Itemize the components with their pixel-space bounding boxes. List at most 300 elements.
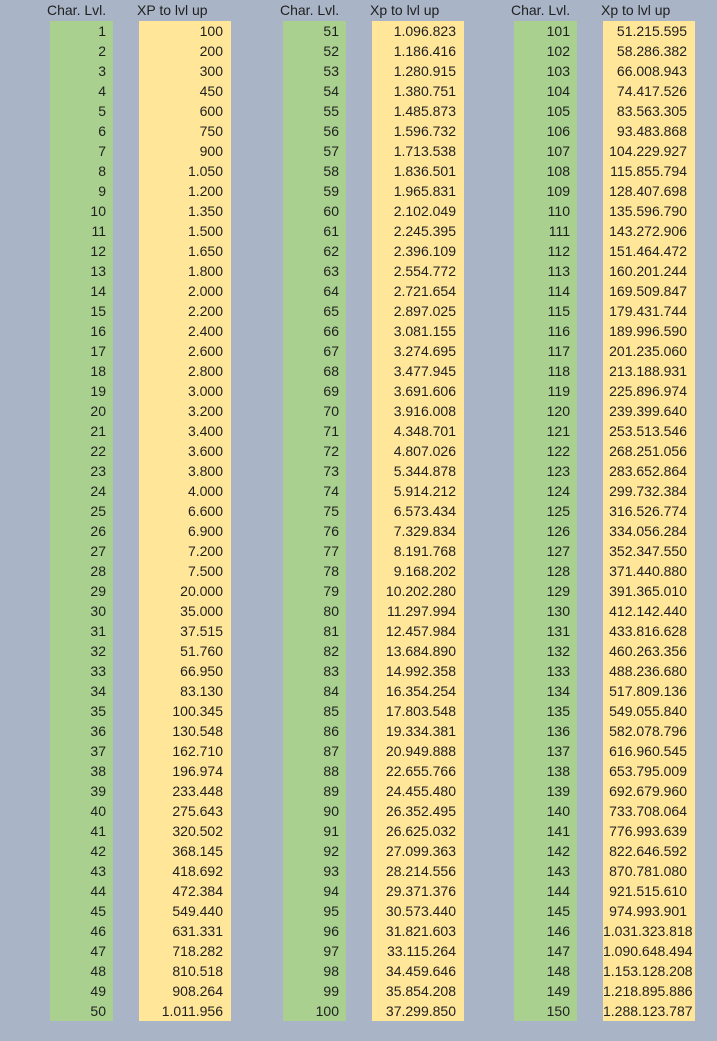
xp-to-level-up-cell[interactable]: 37.299.850 [372, 1001, 464, 1021]
char-level-cell[interactable]: 137 [514, 741, 577, 761]
char-level-cell[interactable]: 109 [514, 181, 577, 201]
char-level-cell[interactable]: 23 [50, 461, 113, 481]
xp-to-level-up-cell[interactable]: 1.011.956 [139, 1001, 231, 1021]
xp-to-level-up-cell[interactable]: 549.055.840 [603, 701, 695, 721]
xp-to-level-up-cell[interactable]: 750 [139, 121, 231, 141]
xp-to-level-up-cell[interactable]: 1.800 [139, 261, 231, 281]
xp-to-level-up-cell[interactable]: 28.214.556 [372, 861, 464, 881]
char-level-cell[interactable]: 144 [514, 881, 577, 901]
xp-to-level-up-cell[interactable]: 418.692 [139, 861, 231, 881]
char-level-cell[interactable]: 21 [50, 421, 113, 441]
char-level-cell[interactable]: 112 [514, 241, 577, 261]
char-level-cell[interactable]: 149 [514, 981, 577, 1001]
xp-to-level-up-cell[interactable]: 1.485.873 [372, 101, 464, 121]
xp-to-level-up-cell[interactable]: 1.965.831 [372, 181, 464, 201]
char-level-cell[interactable]: 81 [283, 621, 346, 641]
xp-to-level-up-cell[interactable]: 3.000 [139, 381, 231, 401]
char-level-cell[interactable]: 11 [50, 221, 113, 241]
char-level-cell[interactable]: 53 [283, 61, 346, 81]
char-level-cell[interactable]: 34 [50, 681, 113, 701]
xp-to-level-up-cell[interactable]: 631.331 [139, 921, 231, 941]
xp-to-level-up-cell[interactable]: 22.655.766 [372, 761, 464, 781]
char-level-cell[interactable]: 35 [50, 701, 113, 721]
char-level-cell[interactable]: 92 [283, 841, 346, 861]
char-level-cell[interactable]: 136 [514, 721, 577, 741]
xp-to-level-up-cell[interactable]: 83.130 [139, 681, 231, 701]
xp-to-level-up-cell[interactable]: 26.352.495 [372, 801, 464, 821]
char-level-cell[interactable]: 10 [50, 201, 113, 221]
char-level-cell[interactable]: 117 [514, 341, 577, 361]
xp-to-level-up-cell[interactable]: 4.807.026 [372, 441, 464, 461]
xp-to-level-up-cell[interactable]: 4.000 [139, 481, 231, 501]
xp-to-level-up-cell[interactable]: 718.282 [139, 941, 231, 961]
xp-to-level-up-cell[interactable]: 200 [139, 41, 231, 61]
xp-to-level-up-cell[interactable]: 100 [139, 21, 231, 41]
xp-to-level-up-cell[interactable]: 822.646.592 [603, 841, 695, 861]
char-level-cell[interactable]: 76 [283, 521, 346, 541]
char-level-cell[interactable]: 113 [514, 261, 577, 281]
xp-to-level-up-cell[interactable]: 2.600 [139, 341, 231, 361]
char-level-cell[interactable]: 54 [283, 81, 346, 101]
xp-to-level-up-cell[interactable]: 352.347.550 [603, 541, 695, 561]
xp-to-level-up-cell[interactable]: 1.090.648.494 [603, 941, 695, 961]
xp-to-level-up-cell[interactable]: 2.000 [139, 281, 231, 301]
xp-to-level-up-cell[interactable]: 29.371.376 [372, 881, 464, 901]
char-level-cell[interactable]: 14 [50, 281, 113, 301]
xp-to-level-up-cell[interactable]: 488.236.680 [603, 661, 695, 681]
char-level-cell[interactable]: 85 [283, 701, 346, 721]
xp-to-level-up-cell[interactable]: 1.596.732 [372, 121, 464, 141]
xp-to-level-up-cell[interactable]: 616.960.545 [603, 741, 695, 761]
char-level-cell[interactable]: 20 [50, 401, 113, 421]
xp-to-level-up-cell[interactable]: 810.518 [139, 961, 231, 981]
xp-to-level-up-cell[interactable]: 1.280.915 [372, 61, 464, 81]
char-level-cell[interactable]: 107 [514, 141, 577, 161]
xp-to-level-up-cell[interactable]: 10.202.280 [372, 581, 464, 601]
xp-to-level-up-cell[interactable]: 12.457.984 [372, 621, 464, 641]
xp-to-level-up-cell[interactable]: 104.229.927 [603, 141, 695, 161]
xp-to-level-up-cell[interactable]: 391.365.010 [603, 581, 695, 601]
xp-to-level-up-cell[interactable]: 460.263.356 [603, 641, 695, 661]
xp-to-level-up-cell[interactable]: 2.200 [139, 301, 231, 321]
char-level-cell[interactable]: 110 [514, 201, 577, 221]
xp-to-level-up-cell[interactable]: 3.200 [139, 401, 231, 421]
char-level-cell[interactable]: 91 [283, 821, 346, 841]
char-level-cell[interactable]: 103 [514, 61, 577, 81]
xp-to-level-up-cell[interactable]: 1.096.823 [372, 21, 464, 41]
xp-to-level-up-cell[interactable]: 7.500 [139, 561, 231, 581]
xp-to-level-up-cell[interactable]: 653.795.009 [603, 761, 695, 781]
xp-to-level-up-cell[interactable]: 30.573.440 [372, 901, 464, 921]
char-level-cell[interactable]: 96 [283, 921, 346, 941]
char-level-cell[interactable]: 40 [50, 801, 113, 821]
column-header-xp-to-lvl-up[interactable]: Xp to lvl up [370, 2, 440, 18]
xp-to-level-up-cell[interactable]: 3.477.945 [372, 361, 464, 381]
xp-to-level-up-cell[interactable]: 233.448 [139, 781, 231, 801]
xp-to-level-up-cell[interactable]: 1.153.128.208 [603, 961, 695, 981]
xp-to-level-up-cell[interactable]: 3.400 [139, 421, 231, 441]
char-level-cell[interactable]: 50 [50, 1001, 113, 1021]
xp-to-level-up-cell[interactable]: 334.056.284 [603, 521, 695, 541]
char-level-cell[interactable]: 82 [283, 641, 346, 661]
char-level-cell[interactable]: 140 [514, 801, 577, 821]
char-level-cell[interactable]: 47 [50, 941, 113, 961]
char-level-cell[interactable]: 146 [514, 921, 577, 941]
char-level-cell[interactable]: 6 [50, 121, 113, 141]
char-level-cell[interactable]: 9 [50, 181, 113, 201]
xp-to-level-up-cell[interactable]: 35.000 [139, 601, 231, 621]
char-level-cell[interactable]: 87 [283, 741, 346, 761]
xp-to-level-up-cell[interactable]: 1.200 [139, 181, 231, 201]
char-level-cell[interactable]: 42 [50, 841, 113, 861]
xp-to-level-up-cell[interactable]: 33.115.264 [372, 941, 464, 961]
xp-to-level-up-cell[interactable]: 100.345 [139, 701, 231, 721]
xp-to-level-up-cell[interactable]: 1.186.416 [372, 41, 464, 61]
xp-to-level-up-cell[interactable]: 31.821.603 [372, 921, 464, 941]
char-level-cell[interactable]: 44 [50, 881, 113, 901]
char-level-cell[interactable]: 132 [514, 641, 577, 661]
char-level-cell[interactable]: 49 [50, 981, 113, 1001]
xp-to-level-up-cell[interactable]: 13.684.890 [372, 641, 464, 661]
char-level-cell[interactable]: 26 [50, 521, 113, 541]
char-level-cell[interactable]: 108 [514, 161, 577, 181]
xp-to-level-up-cell[interactable]: 51.215.595 [603, 21, 695, 41]
char-level-cell[interactable]: 100 [283, 1001, 346, 1021]
char-level-cell[interactable]: 128 [514, 561, 577, 581]
char-level-cell[interactable]: 22 [50, 441, 113, 461]
xp-to-level-up-cell[interactable]: 7.200 [139, 541, 231, 561]
char-level-cell[interactable]: 142 [514, 841, 577, 861]
char-level-cell[interactable]: 2 [50, 41, 113, 61]
xp-to-level-up-cell[interactable]: 14.992.358 [372, 661, 464, 681]
xp-to-level-up-cell[interactable]: 225.896.974 [603, 381, 695, 401]
xp-to-level-up-cell[interactable]: 6.573.434 [372, 501, 464, 521]
char-level-cell[interactable]: 61 [283, 221, 346, 241]
char-level-cell[interactable]: 73 [283, 461, 346, 481]
char-level-cell[interactable]: 66 [283, 321, 346, 341]
xp-to-level-up-cell[interactable]: 1.050 [139, 161, 231, 181]
xp-to-level-up-cell[interactable]: 908.264 [139, 981, 231, 1001]
xp-to-level-up-cell[interactable]: 201.235.060 [603, 341, 695, 361]
char-level-cell[interactable]: 121 [514, 421, 577, 441]
xp-to-level-up-cell[interactable]: 135.596.790 [603, 201, 695, 221]
char-level-cell[interactable]: 8 [50, 161, 113, 181]
column-header-char-lvl[interactable]: Char. Lvl. [47, 2, 107, 18]
char-level-cell[interactable]: 43 [50, 861, 113, 881]
char-level-cell[interactable]: 116 [514, 321, 577, 341]
xp-to-level-up-cell[interactable]: 3.691.606 [372, 381, 464, 401]
char-level-cell[interactable]: 75 [283, 501, 346, 521]
char-level-cell[interactable]: 84 [283, 681, 346, 701]
xp-to-level-up-cell[interactable]: 268.251.056 [603, 441, 695, 461]
char-level-cell[interactable]: 119 [514, 381, 577, 401]
xp-to-level-up-cell[interactable]: 472.384 [139, 881, 231, 901]
xp-to-level-up-cell[interactable]: 275.643 [139, 801, 231, 821]
char-level-cell[interactable]: 69 [283, 381, 346, 401]
char-level-cell[interactable]: 86 [283, 721, 346, 741]
xp-to-level-up-cell[interactable]: 74.417.526 [603, 81, 695, 101]
char-level-cell[interactable]: 133 [514, 661, 577, 681]
char-level-cell[interactable]: 111 [514, 221, 577, 241]
xp-to-level-up-cell[interactable]: 3.600 [139, 441, 231, 461]
char-level-cell[interactable]: 147 [514, 941, 577, 961]
xp-to-level-up-cell[interactable]: 35.854.208 [372, 981, 464, 1001]
xp-to-level-up-cell[interactable]: 870.781.080 [603, 861, 695, 881]
char-level-cell[interactable]: 30 [50, 601, 113, 621]
char-level-cell[interactable]: 124 [514, 481, 577, 501]
xp-to-level-up-cell[interactable]: 1.650 [139, 241, 231, 261]
char-level-cell[interactable]: 19 [50, 381, 113, 401]
char-level-cell[interactable]: 101 [514, 21, 577, 41]
char-level-cell[interactable]: 94 [283, 881, 346, 901]
char-level-cell[interactable]: 5 [50, 101, 113, 121]
char-level-cell[interactable]: 74 [283, 481, 346, 501]
char-level-cell[interactable]: 45 [50, 901, 113, 921]
char-level-cell[interactable]: 125 [514, 501, 577, 521]
xp-to-level-up-cell[interactable]: 433.816.628 [603, 621, 695, 641]
xp-to-level-up-cell[interactable]: 517.809.136 [603, 681, 695, 701]
char-level-cell[interactable]: 130 [514, 601, 577, 621]
char-level-cell[interactable]: 145 [514, 901, 577, 921]
xp-to-level-up-cell[interactable]: 549.440 [139, 901, 231, 921]
xp-to-level-up-cell[interactable]: 582.078.796 [603, 721, 695, 741]
xp-to-level-up-cell[interactable]: 692.679.960 [603, 781, 695, 801]
xp-to-level-up-cell[interactable]: 196.974 [139, 761, 231, 781]
char-level-cell[interactable]: 104 [514, 81, 577, 101]
xp-to-level-up-cell[interactable]: 316.526.774 [603, 501, 695, 521]
xp-to-level-up-cell[interactable]: 83.563.305 [603, 101, 695, 121]
xp-to-level-up-cell[interactable]: 1.288.123.787 [603, 1001, 695, 1021]
char-level-cell[interactable]: 32 [50, 641, 113, 661]
char-level-cell[interactable]: 129 [514, 581, 577, 601]
char-level-cell[interactable]: 138 [514, 761, 577, 781]
char-level-cell[interactable]: 39 [50, 781, 113, 801]
char-level-cell[interactable]: 67 [283, 341, 346, 361]
column-header-xp-to-lvl-up[interactable]: Xp to lvl up [601, 2, 671, 18]
char-level-cell[interactable]: 148 [514, 961, 577, 981]
char-level-cell[interactable]: 60 [283, 201, 346, 221]
char-level-cell[interactable]: 36 [50, 721, 113, 741]
char-level-cell[interactable]: 77 [283, 541, 346, 561]
xp-to-level-up-cell[interactable]: 9.168.202 [372, 561, 464, 581]
char-level-cell[interactable]: 114 [514, 281, 577, 301]
char-level-cell[interactable]: 52 [283, 41, 346, 61]
xp-to-level-up-cell[interactable]: 733.708.064 [603, 801, 695, 821]
char-level-cell[interactable]: 80 [283, 601, 346, 621]
xp-to-level-up-cell[interactable]: 17.803.548 [372, 701, 464, 721]
char-level-cell[interactable]: 55 [283, 101, 346, 121]
xp-to-level-up-cell[interactable]: 19.334.381 [372, 721, 464, 741]
char-level-cell[interactable]: 58 [283, 161, 346, 181]
char-level-cell[interactable]: 127 [514, 541, 577, 561]
char-level-cell[interactable]: 7 [50, 141, 113, 161]
xp-to-level-up-cell[interactable]: 300 [139, 61, 231, 81]
char-level-cell[interactable]: 135 [514, 701, 577, 721]
char-level-cell[interactable]: 71 [283, 421, 346, 441]
char-level-cell[interactable]: 31 [50, 621, 113, 641]
char-level-cell[interactable]: 78 [283, 561, 346, 581]
xp-to-level-up-cell[interactable]: 4.348.701 [372, 421, 464, 441]
char-level-cell[interactable]: 29 [50, 581, 113, 601]
xp-to-level-up-cell[interactable]: 299.732.384 [603, 481, 695, 501]
xp-to-level-up-cell[interactable]: 93.483.868 [603, 121, 695, 141]
char-level-cell[interactable]: 120 [514, 401, 577, 421]
char-level-cell[interactable]: 12 [50, 241, 113, 261]
char-level-cell[interactable]: 41 [50, 821, 113, 841]
char-level-cell[interactable]: 3 [50, 61, 113, 81]
xp-to-level-up-cell[interactable]: 1.380.751 [372, 81, 464, 101]
xp-to-level-up-cell[interactable]: 368.145 [139, 841, 231, 861]
xp-to-level-up-cell[interactable]: 16.354.254 [372, 681, 464, 701]
char-level-cell[interactable]: 13 [50, 261, 113, 281]
char-level-cell[interactable]: 89 [283, 781, 346, 801]
xp-to-level-up-cell[interactable]: 253.513.546 [603, 421, 695, 441]
xp-to-level-up-cell[interactable]: 11.297.994 [372, 601, 464, 621]
char-level-cell[interactable]: 28 [50, 561, 113, 581]
xp-to-level-up-cell[interactable]: 1.836.501 [372, 161, 464, 181]
xp-to-level-up-cell[interactable]: 169.509.847 [603, 281, 695, 301]
xp-to-level-up-cell[interactable]: 37.515 [139, 621, 231, 641]
xp-to-level-up-cell[interactable]: 1.713.538 [372, 141, 464, 161]
char-level-cell[interactable]: 90 [283, 801, 346, 821]
xp-to-level-up-cell[interactable]: 450 [139, 81, 231, 101]
char-level-cell[interactable]: 48 [50, 961, 113, 981]
char-level-cell[interactable]: 115 [514, 301, 577, 321]
xp-to-level-up-cell[interactable]: 8.191.768 [372, 541, 464, 561]
xp-to-level-up-cell[interactable]: 115.855.794 [603, 161, 695, 181]
xp-to-level-up-cell[interactable]: 24.455.480 [372, 781, 464, 801]
char-level-cell[interactable]: 24 [50, 481, 113, 501]
xp-to-level-up-cell[interactable]: 1.031.323.818 [603, 921, 695, 941]
column-header-char-lvl[interactable]: Char. Lvl. [280, 2, 340, 18]
xp-to-level-up-cell[interactable]: 2.721.654 [372, 281, 464, 301]
xp-to-level-up-cell[interactable]: 7.329.834 [372, 521, 464, 541]
char-level-cell[interactable]: 57 [283, 141, 346, 161]
char-level-cell[interactable]: 95 [283, 901, 346, 921]
char-level-cell[interactable]: 105 [514, 101, 577, 121]
char-level-cell[interactable]: 98 [283, 961, 346, 981]
xp-to-level-up-cell[interactable]: 320.502 [139, 821, 231, 841]
xp-to-level-up-cell[interactable]: 2.800 [139, 361, 231, 381]
xp-to-level-up-cell[interactable]: 1.218.895.886 [603, 981, 695, 1001]
char-level-cell[interactable]: 16 [50, 321, 113, 341]
xp-to-level-up-cell[interactable]: 189.996.590 [603, 321, 695, 341]
xp-to-level-up-cell[interactable]: 371.440.880 [603, 561, 695, 581]
char-level-cell[interactable]: 37 [50, 741, 113, 761]
char-level-cell[interactable]: 106 [514, 121, 577, 141]
char-level-cell[interactable]: 4 [50, 81, 113, 101]
char-level-cell[interactable]: 46 [50, 921, 113, 941]
xp-to-level-up-cell[interactable]: 213.188.931 [603, 361, 695, 381]
xp-to-level-up-cell[interactable]: 600 [139, 101, 231, 121]
xp-to-level-up-cell[interactable]: 58.286.382 [603, 41, 695, 61]
char-level-cell[interactable]: 15 [50, 301, 113, 321]
char-level-cell[interactable]: 150 [514, 1001, 577, 1021]
char-level-cell[interactable]: 131 [514, 621, 577, 641]
char-level-cell[interactable]: 70 [283, 401, 346, 421]
xp-to-level-up-cell[interactable]: 2.400 [139, 321, 231, 341]
xp-to-level-up-cell[interactable]: 3.081.155 [372, 321, 464, 341]
xp-to-level-up-cell[interactable]: 128.407.698 [603, 181, 695, 201]
char-level-cell[interactable]: 79 [283, 581, 346, 601]
char-level-cell[interactable]: 93 [283, 861, 346, 881]
xp-to-level-up-cell[interactable]: 51.760 [139, 641, 231, 661]
xp-to-level-up-cell[interactable]: 3.274.695 [372, 341, 464, 361]
xp-to-level-up-cell[interactable]: 776.993.639 [603, 821, 695, 841]
xp-to-level-up-cell[interactable]: 151.464.472 [603, 241, 695, 261]
char-level-cell[interactable]: 17 [50, 341, 113, 361]
char-level-cell[interactable]: 59 [283, 181, 346, 201]
char-level-cell[interactable]: 139 [514, 781, 577, 801]
xp-to-level-up-cell[interactable]: 974.993.901 [603, 901, 695, 921]
xp-to-level-up-cell[interactable]: 2.245.395 [372, 221, 464, 241]
char-level-cell[interactable]: 143 [514, 861, 577, 881]
xp-to-level-up-cell[interactable]: 2.554.772 [372, 261, 464, 281]
xp-to-level-up-cell[interactable]: 20.000 [139, 581, 231, 601]
xp-to-level-up-cell[interactable]: 130.548 [139, 721, 231, 741]
xp-to-level-up-cell[interactable]: 239.399.640 [603, 401, 695, 421]
char-level-cell[interactable]: 33 [50, 661, 113, 681]
xp-to-level-up-cell[interactable]: 5.344.878 [372, 461, 464, 481]
char-level-cell[interactable]: 65 [283, 301, 346, 321]
char-level-cell[interactable]: 1 [50, 21, 113, 41]
xp-to-level-up-cell[interactable]: 162.710 [139, 741, 231, 761]
char-level-cell[interactable]: 63 [283, 261, 346, 281]
xp-to-level-up-cell[interactable]: 179.431.744 [603, 301, 695, 321]
char-level-cell[interactable]: 38 [50, 761, 113, 781]
char-level-cell[interactable]: 88 [283, 761, 346, 781]
char-level-cell[interactable]: 27 [50, 541, 113, 561]
xp-to-level-up-cell[interactable]: 1.350 [139, 201, 231, 221]
xp-to-level-up-cell[interactable]: 3.916.008 [372, 401, 464, 421]
xp-to-level-up-cell[interactable]: 27.099.363 [372, 841, 464, 861]
xp-to-level-up-cell[interactable]: 2.102.049 [372, 201, 464, 221]
char-level-cell[interactable]: 25 [50, 501, 113, 521]
char-level-cell[interactable]: 51 [283, 21, 346, 41]
xp-to-level-up-cell[interactable]: 900 [139, 141, 231, 161]
xp-to-level-up-cell[interactable]: 26.625.032 [372, 821, 464, 841]
xp-to-level-up-cell[interactable]: 66.008.943 [603, 61, 695, 81]
char-level-cell[interactable]: 62 [283, 241, 346, 261]
xp-to-level-up-cell[interactable]: 412.142.440 [603, 601, 695, 621]
xp-to-level-up-cell[interactable]: 2.396.109 [372, 241, 464, 261]
xp-to-level-up-cell[interactable]: 34.459.646 [372, 961, 464, 981]
char-level-cell[interactable]: 134 [514, 681, 577, 701]
char-level-cell[interactable]: 123 [514, 461, 577, 481]
column-header-char-lvl[interactable]: Char. Lvl. [511, 2, 571, 18]
char-level-cell[interactable]: 141 [514, 821, 577, 841]
char-level-cell[interactable]: 97 [283, 941, 346, 961]
xp-to-level-up-cell[interactable]: 66.950 [139, 661, 231, 681]
char-level-cell[interactable]: 56 [283, 121, 346, 141]
char-level-cell[interactable]: 102 [514, 41, 577, 61]
char-level-cell[interactable]: 126 [514, 521, 577, 541]
xp-to-level-up-cell[interactable]: 5.914.212 [372, 481, 464, 501]
char-level-cell[interactable]: 64 [283, 281, 346, 301]
xp-to-level-up-cell[interactable]: 2.897.025 [372, 301, 464, 321]
xp-to-level-up-cell[interactable]: 143.272.906 [603, 221, 695, 241]
xp-to-level-up-cell[interactable]: 1.500 [139, 221, 231, 241]
xp-to-level-up-cell[interactable]: 20.949.888 [372, 741, 464, 761]
xp-to-level-up-cell[interactable]: 160.201.244 [603, 261, 695, 281]
xp-to-level-up-cell[interactable]: 921.515.610 [603, 881, 695, 901]
xp-to-level-up-cell[interactable]: 3.800 [139, 461, 231, 481]
xp-to-level-up-cell[interactable]: 6.600 [139, 501, 231, 521]
char-level-cell[interactable]: 83 [283, 661, 346, 681]
char-level-cell[interactable]: 118 [514, 361, 577, 381]
char-level-cell[interactable]: 68 [283, 361, 346, 381]
xp-to-level-up-cell[interactable]: 6.900 [139, 521, 231, 541]
